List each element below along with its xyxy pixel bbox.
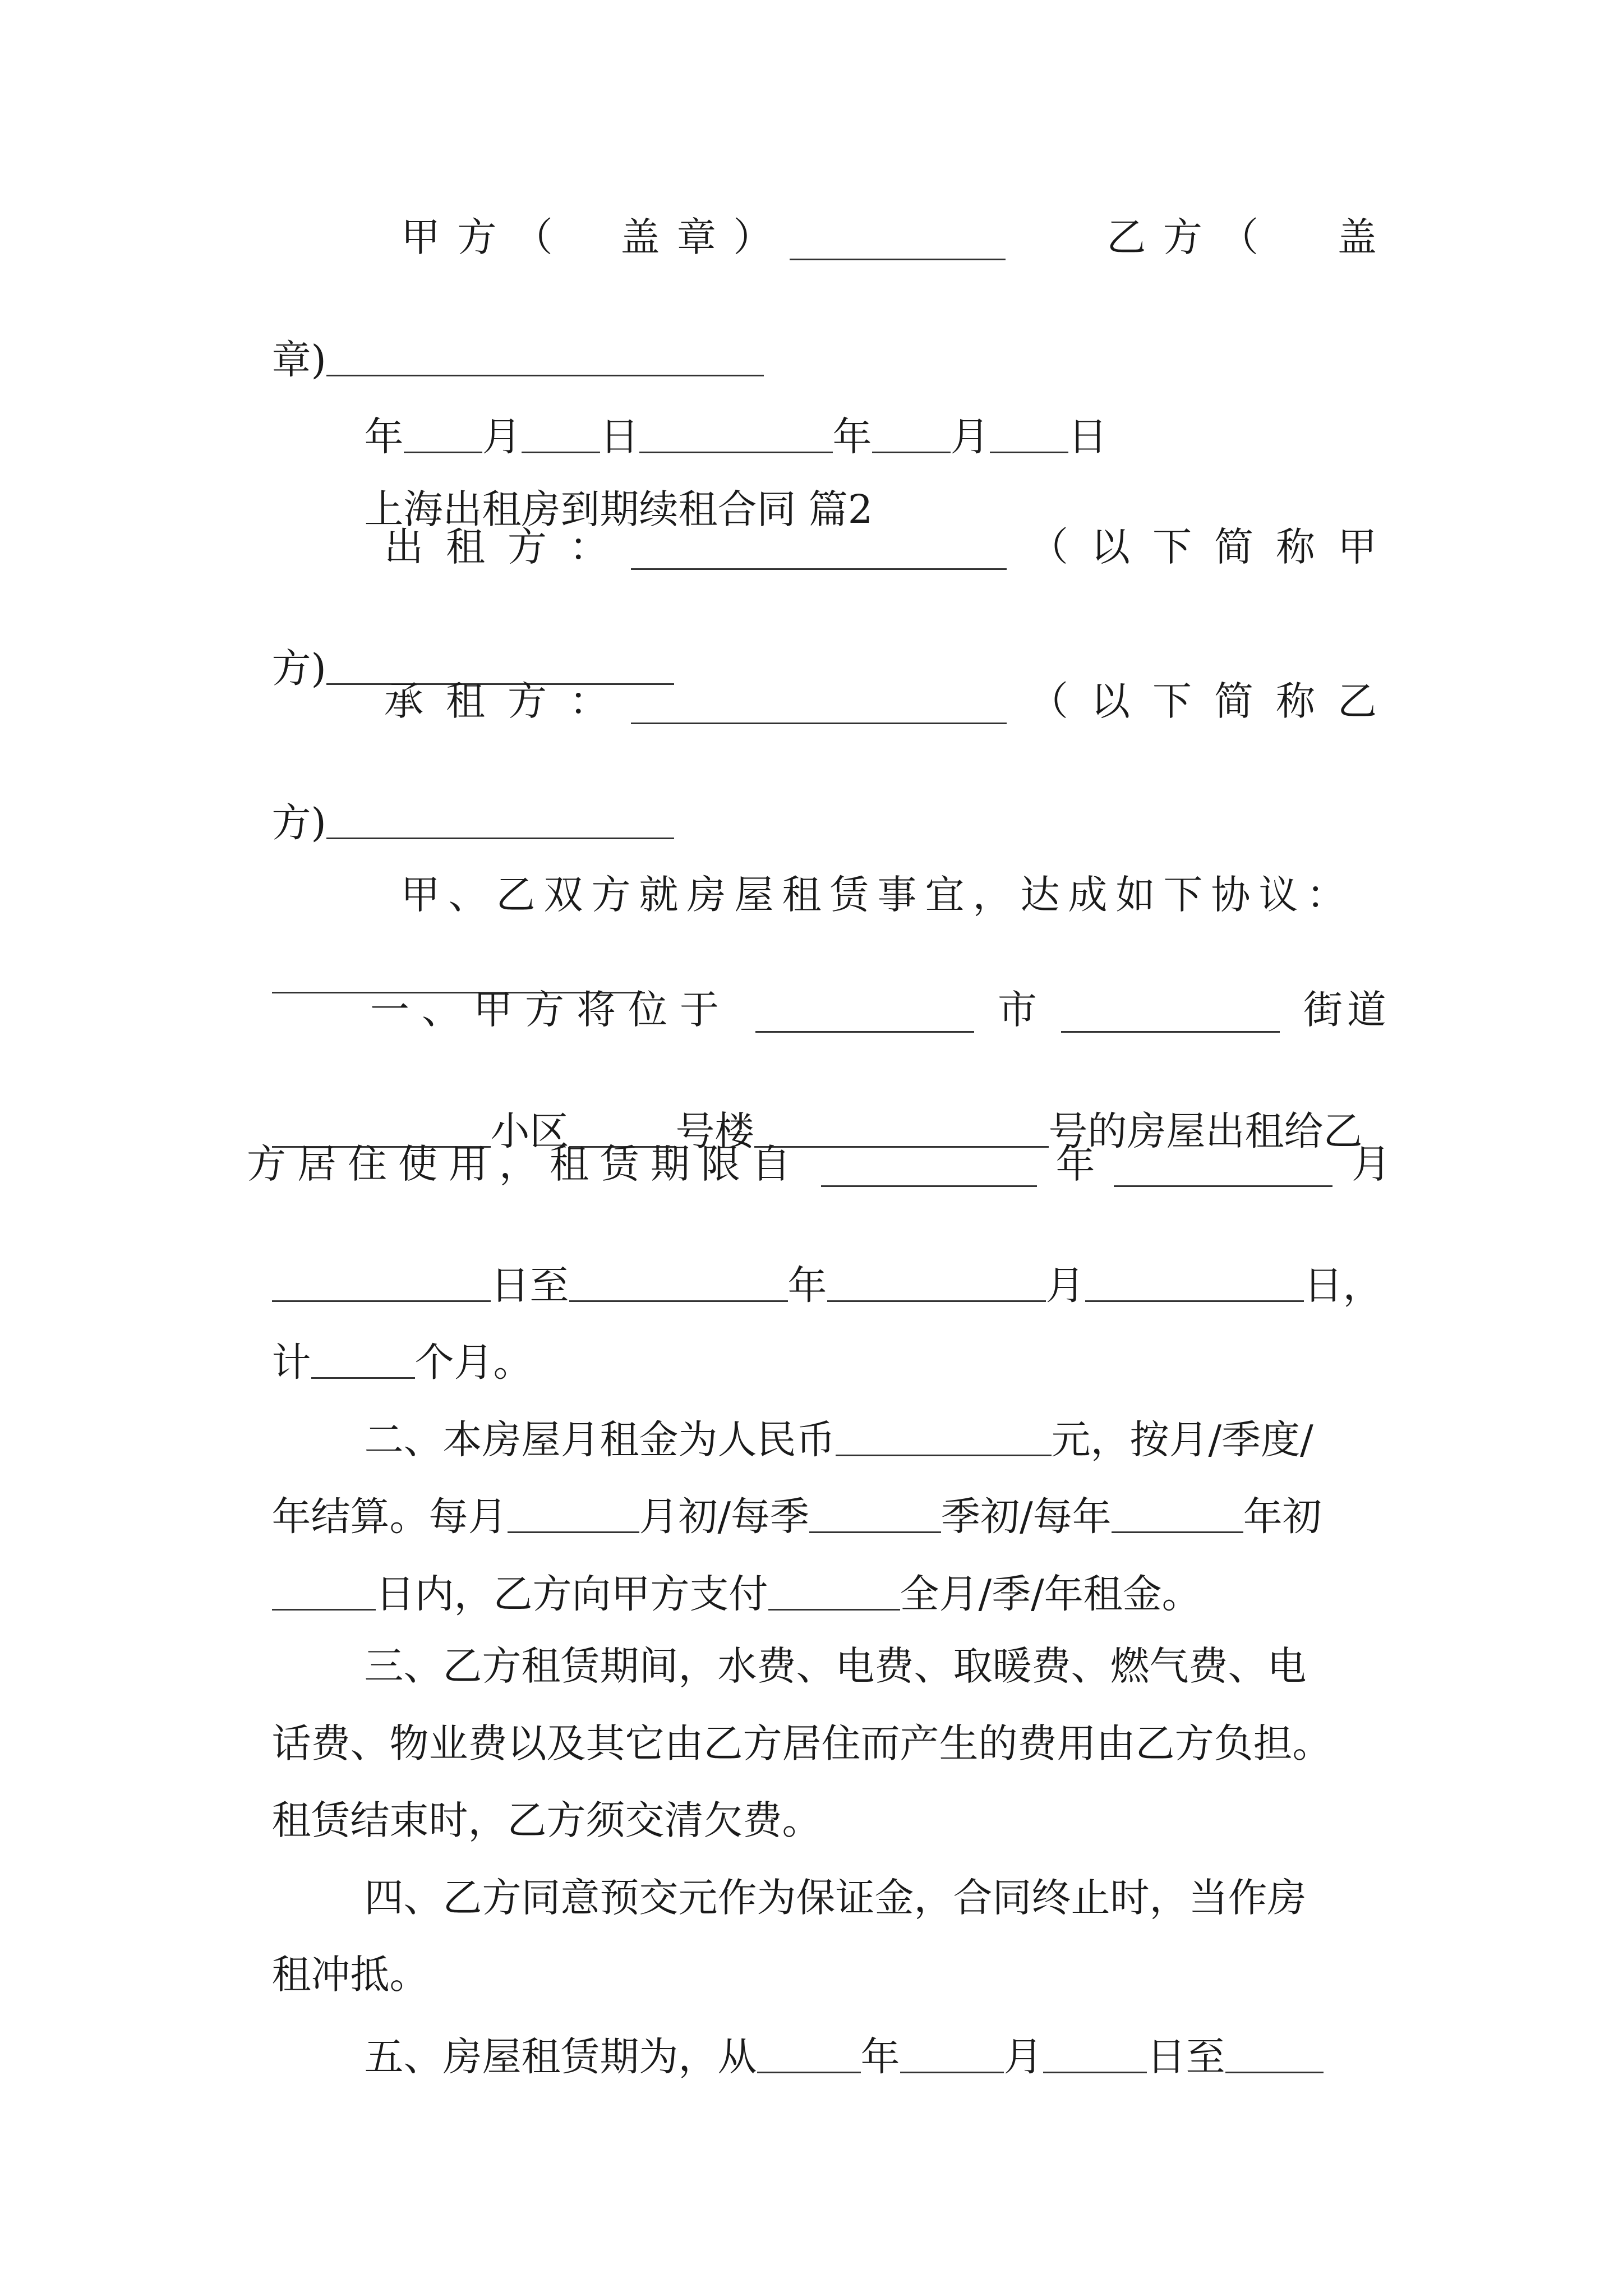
blank-underline	[1112, 1492, 1243, 1533]
blank-underline	[272, 1570, 376, 1611]
text-segment: 日，	[1303, 1262, 1382, 1309]
text-segment: 租赁结束时，乙方须交清欠费。	[271, 1797, 822, 1843]
blank-underline	[790, 219, 1006, 260]
agreement-intro	[359, 836, 1354, 918]
text-segment: 下	[1152, 524, 1192, 570]
text-segment: 出	[384, 524, 423, 570]
blank-underline	[872, 412, 951, 453]
blank-underline	[1085, 1261, 1304, 1302]
text-segment: 个月。	[414, 1339, 533, 1386]
text-segment: 日内，乙方向甲方支付	[375, 1571, 768, 1617]
clause-5-line-1	[339, 1993, 1324, 2080]
blank-underline	[1043, 2032, 1147, 2073]
clause-1-line-4	[247, 1222, 1382, 1309]
text-segment: 简	[1214, 678, 1253, 724]
blank-underline	[1225, 2032, 1324, 2073]
text-segment: ：	[569, 524, 608, 570]
blank-underline	[757, 2032, 861, 2073]
text-segment: 日	[600, 413, 639, 460]
blank-underline	[990, 412, 1068, 453]
text-segment: 甲	[1338, 524, 1377, 570]
text-segment: （	[1029, 678, 1068, 724]
text-segment: 五、房屋租赁期为，从	[364, 2033, 757, 2080]
blank-underline	[639, 412, 833, 453]
text-segment: 年初	[1243, 1493, 1322, 1540]
clause-4-line-1	[339, 1839, 1307, 1921]
text-segment: 方)	[271, 645, 326, 692]
blank-line	[247, 913, 645, 996]
text-segment: 年	[832, 413, 872, 460]
text-segment: 方	[1163, 214, 1202, 260]
clause-2-line-3	[247, 1530, 1201, 1617]
text-segment: 二、本房屋月租金为人民币	[364, 1416, 836, 1463]
section-heading	[339, 450, 873, 532]
text-segment: 年	[860, 2033, 900, 2080]
text-segment: 章	[676, 214, 716, 260]
text-segment: 月	[950, 413, 990, 460]
clause-1-line-2	[247, 1068, 1363, 1154]
text-segment: ：	[569, 678, 608, 724]
text-segment: 三、乙方租赁期间，水费、电费、取暖费、燃气费、电	[364, 1643, 1307, 1689]
blank-underline	[827, 1261, 1046, 1302]
text-segment: 月	[1352, 1141, 1391, 1187]
text-segment: 方	[457, 214, 497, 260]
text-segment: 方)	[271, 799, 326, 846]
blank-underline	[755, 992, 974, 1033]
clause-3-line-1	[339, 1607, 1307, 1689]
lessee-line	[384, 678, 1377, 724]
text-segment: 租	[446, 678, 485, 724]
blank-underline	[326, 798, 674, 839]
lessee-line-continuation	[247, 759, 674, 846]
blank-underline	[1061, 992, 1280, 1033]
text-segment: 年	[787, 1262, 827, 1309]
blank-underline	[569, 1261, 788, 1302]
text-segment: 承	[384, 678, 423, 724]
text-segment: （	[1219, 214, 1259, 260]
clause-1-line-5	[247, 1299, 533, 1386]
blank-underline	[326, 335, 764, 376]
text-segment: 乙	[1338, 678, 1377, 724]
text-segment: 年	[364, 413, 404, 460]
blank-underline	[821, 1146, 1037, 1187]
blank-underline	[522, 412, 600, 453]
text-segment: 日至	[1146, 2033, 1225, 2080]
text-segment: 下	[1152, 678, 1192, 724]
text-segment: 年	[1055, 1141, 1095, 1187]
clause-2-line-2	[247, 1453, 1322, 1540]
lessor-line-continuation	[247, 605, 674, 692]
text-segment: 月初/每季	[639, 1493, 810, 1540]
clause-1-line-3	[247, 1141, 1391, 1187]
text-segment: 年结算。每月	[271, 1493, 508, 1540]
text-segment: 小区	[490, 1108, 569, 1154]
text-segment: 日	[1068, 413, 1108, 460]
text-segment: 月	[1045, 1262, 1085, 1309]
clause-1-line-1	[370, 987, 1391, 1033]
blank-underline	[768, 1570, 900, 1611]
text-segment: 日至	[490, 1262, 569, 1309]
blank-underline	[272, 1261, 491, 1302]
clause-2-line-1	[339, 1376, 1313, 1463]
blank-underline	[508, 1492, 639, 1533]
text-segment: 市	[998, 987, 1037, 1033]
blank-underline	[900, 2032, 1004, 2073]
text-segment: 月	[482, 413, 522, 460]
blank-underline	[404, 412, 482, 453]
date-line	[339, 373, 1108, 460]
blank-underline	[836, 1415, 1052, 1456]
text-segment: 简	[1214, 524, 1253, 570]
signature-line-continuation	[247, 296, 764, 383]
text-segment: 号的房屋出租给乙	[1048, 1108, 1363, 1154]
text-segment: 称	[1276, 524, 1315, 570]
text-segment: 方	[508, 678, 547, 724]
text-segment: 计	[271, 1339, 311, 1386]
blank-underline	[311, 1338, 415, 1379]
text-segment: 称	[1276, 678, 1315, 724]
lessor-line	[384, 524, 1377, 570]
text-segment: （	[513, 214, 553, 260]
text-segment: 话费、物业费以及其它由乙方居住而产生的费用由乙方负担。	[271, 1720, 1332, 1766]
blank-underline	[809, 1492, 941, 1533]
text-segment: （	[1029, 524, 1068, 570]
text-segment: 方居住使用，租赁期限自	[247, 1141, 802, 1187]
text-segment: 乙	[1106, 214, 1146, 260]
clause-4-line-2	[247, 1916, 429, 1998]
text-segment: 租冲抵。	[271, 1952, 429, 1998]
blank-underline	[631, 529, 1007, 570]
text-segment: 盖	[1337, 214, 1377, 260]
text-segment: 号楼	[675, 1108, 754, 1154]
text-segment: ）	[733, 214, 773, 260]
text-segment: 甲、乙双方就房屋租赁事宜，达成如下协议：	[400, 872, 1354, 918]
heading-text: 上海出租房到期续租合同 篇2	[364, 486, 873, 532]
text-segment: 甲	[401, 214, 440, 260]
text-segment: 以	[1091, 678, 1130, 724]
blank-underline	[1114, 1146, 1332, 1187]
text-segment: 全月/季/年租金。	[900, 1571, 1201, 1617]
text-segment: 季初/每年	[941, 1493, 1112, 1540]
text-segment: 盖	[620, 214, 660, 260]
text-segment: 一、甲方将位于	[370, 987, 731, 1033]
text-segment: 街道	[1303, 987, 1391, 1033]
text-segment: 租	[446, 524, 485, 570]
text-segment: 四、乙方同意预交元作为保证金，合同终止时，当作房	[364, 1875, 1307, 1921]
blank-underline	[631, 683, 1007, 724]
text-segment: 元，按月/季度/	[1051, 1416, 1313, 1463]
text-segment: 章)	[271, 337, 326, 383]
text-segment: 方	[508, 524, 547, 570]
clause-3-line-2	[247, 1685, 1332, 1766]
signature-line-party-a-b	[401, 214, 1377, 260]
clause-3-line-3	[247, 1761, 822, 1843]
text-segment: 以	[1091, 524, 1130, 570]
text-segment: 月	[1003, 2033, 1043, 2080]
blank-underline	[326, 644, 674, 685]
